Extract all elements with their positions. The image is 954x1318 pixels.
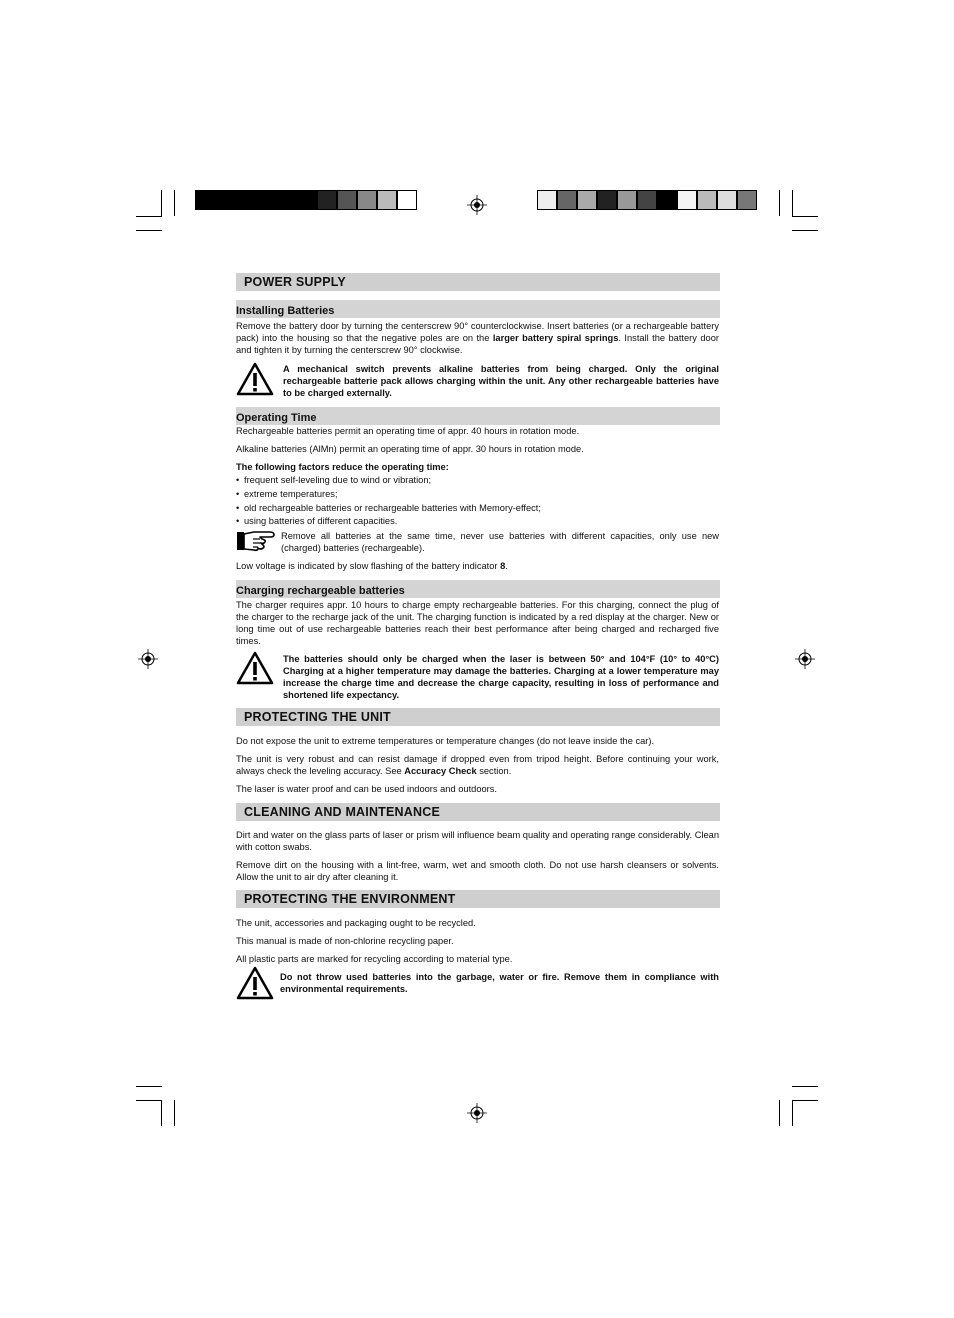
subheading-installing-batteries: Installing Batteries: [236, 300, 720, 318]
crop-mark: [174, 190, 175, 216]
crop-mark: [161, 1100, 162, 1126]
list-item: • using batteries of different capacities.: [236, 516, 398, 526]
accuracy-check-ref: Accuracy Check: [404, 766, 477, 776]
operating-line-2: Alkaline batteries (AlMn) permit an operating time of appr. 30 hours in rotation mode.: [236, 444, 584, 454]
crop-mark: [136, 1086, 162, 1087]
environment-p2: This manual is made of non-chlorine recycling paper.: [236, 936, 454, 946]
cleaning-p2: Remove dirt on the housing with a lint-free, warm, wet and smooth cloth. Do not use harsh cleansers or solvents. Allow the unit to air dry after cleaning it.: [236, 860, 719, 882]
section-heading-environment: PROTECTING THE ENVIRONMENT: [236, 890, 720, 908]
section-heading-protecting-unit: PROTECTING THE UNIT: [236, 708, 720, 726]
crop-mark: [792, 1086, 818, 1087]
environment-p1: The unit, accessories and packaging ought to be recycled.: [236, 918, 476, 928]
crop-mark: [792, 190, 793, 216]
registration-mark-icon: [467, 1103, 487, 1123]
list-item-text: extreme temperatures;: [244, 489, 338, 499]
charging-warning: The batteries should only be charged when the laser is between 50° and 104°F (10° to 40°C) Charging at a higher temperature may damage the batteries. Charging at a lower temperature may increase the charge time and decrease the charge capacity, resulting in loss of performance and shortened life expectancy.: [283, 654, 719, 700]
protecting-p2: [236, 753, 719, 777]
protecting-p2-2: section.: [476, 766, 512, 776]
low-voltage-text: [236, 560, 719, 572]
operating-note: Remove all batteries at the same time, never use batteries with different capacities, only use new (charged) batteries (rechargeable).: [281, 531, 719, 553]
environment-p3: All plastic parts are marked for recycling according to material type.: [236, 954, 513, 964]
operating-line-1: Rechargeable batteries permit an operating time of appr. 40 hours in rotation mode.: [236, 426, 580, 436]
section-heading-cleaning: CLEANING AND MAINTENANCE: [236, 803, 720, 821]
crop-mark: [792, 216, 818, 217]
pointing-hand-icon: [236, 529, 276, 553]
list-item-text: frequent self-leveling due to wind or vibration;: [244, 475, 432, 485]
crop-mark: [161, 190, 162, 216]
list-item-text: using batteries of different capacities.: [244, 516, 398, 526]
registration-mark-icon: [795, 649, 815, 669]
crop-mark: [174, 1100, 175, 1126]
subheading-operating-time: Operating Time: [236, 407, 720, 425]
warning-triangle-icon: [236, 362, 274, 396]
crop-mark: [136, 216, 162, 217]
section-heading-power-supply: POWER SUPPLY: [236, 273, 720, 291]
cleaning-p1: Dirt and water on the glass parts of laser or prism will influence beam quality and operating range considerably. Clean with cotton swabs.: [236, 830, 720, 852]
crop-mark: [136, 230, 162, 231]
protecting-p2-1: The unit is very robust and can resist damage if dropped even from tripod height. Before continuing your work, always check the leveling accuracy. See: [236, 754, 719, 776]
registration-mark-icon: [138, 649, 158, 669]
battery-indicator-number: 8: [500, 561, 506, 571]
registration-mark-icon: [467, 195, 487, 215]
list-item: • frequent self-leveling due to wind or vibration;: [236, 475, 432, 485]
installing-text-bold: larger battery spiral springs: [492, 333, 619, 343]
crop-mark: [779, 190, 780, 216]
environment-warning: Do not throw used batteries into the garbage, water or fire. Remove them in compliance with environmental requirements.: [280, 972, 719, 994]
protecting-p3: The laser is water proof and can be used indoors and outdoors.: [236, 784, 497, 794]
installing-text-2: . Install the battery door and tighten it by turning the centerscrew 90° clockwise.: [236, 333, 719, 355]
warning-triangle-icon: [236, 651, 274, 685]
charging-text: The charger requires appr. 10 hours to charge empty rechargeable batteries. For this charging, connect the plug of the charger to the recharge jack of the unit. The charging function is indicated by a red display at the charger. New or long time out of use rechargeable batteries reach their best performance after being charged and recharged five times.: [236, 600, 719, 646]
low-voltage-text-1: Low voltage is indicated by slow flashing of the battery indicator: [236, 561, 501, 571]
protecting-p1: Do not expose the unit to extreme temperatures or temperature changes (do not leave inside the car).: [236, 736, 655, 746]
list-item: • old rechargeable batteries or rechargeable batteries with Memory-effect;: [236, 503, 541, 513]
installing-text: [236, 320, 719, 356]
warning-triangle-icon: [236, 966, 274, 1000]
crop-mark: [792, 230, 818, 231]
color-bar-right: [537, 190, 757, 210]
crop-mark: [779, 1100, 780, 1126]
list-item: • extreme temperatures;: [236, 489, 338, 499]
crop-mark: [136, 1100, 162, 1101]
low-voltage-text-2: .: [505, 561, 508, 571]
subheading-charging: Charging rechargeable batteries: [236, 580, 720, 598]
list-item-text: old rechargeable batteries or rechargeable batteries with Memory-effect;: [244, 503, 541, 513]
crop-mark: [792, 1100, 818, 1101]
installing-warning: A mechanical switch prevents alkaline batteries from being charged. Only the original rechargeable batterie pack allows charging within the unit. Any other rechargeable batteries have to be charged externally.: [283, 364, 719, 398]
color-bar-left: [195, 190, 417, 210]
crop-mark: [792, 1100, 793, 1126]
installing-text-1: Remove the battery door by turning the centerscrew 90° counterclockwise. Insert batteries (or a rechargeable battery pack) into the housing so that the negative poles are on the: [236, 321, 719, 343]
factors-title: The following factors reduce the operating time:: [236, 462, 449, 472]
